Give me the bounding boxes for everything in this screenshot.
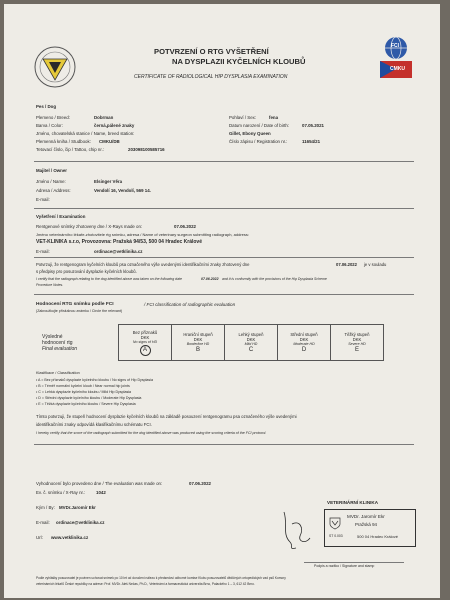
clinic-stamp <box>324 509 416 547</box>
studbook-value: CMKU/DB <box>99 139 120 144</box>
circle-note: (Zakroužkujte příslušnou známku / Circle the relevant) <box>36 309 123 313</box>
evaluation-title-en: / FCI classification of radiographic evaluation <box>144 302 236 307</box>
grade-cell-a[interactable]: Bez příznaků DKK No signs of HD A <box>119 325 172 361</box>
classification-item: • E = Těžká dysplazie kyčelního kloubu / Severe Hip Dysplasia <box>36 402 136 406</box>
signature-caption: Podpis a razítko / Signature and stamp <box>314 564 375 568</box>
grade-cell-c[interactable]: Lehký stupeň DKK Mild HD C <box>225 325 278 361</box>
certify-en: I hereby certify that the score of the radiograph submitted for the dog identified above was produced using the scoring criteria of the FCI protocol. <box>36 431 267 435</box>
classification-item: • B = Téměř normální kyčelní kloub / Near normal hip joints <box>36 384 130 388</box>
sex-label: Pohlaví / Sex: <box>229 115 257 120</box>
color-label: Barva / Color: <box>36 123 63 128</box>
footer-email-label: E-mail: <box>36 520 50 525</box>
classification-item: • C = Lehká dysplazie kyčelního kloubu / Mild Hip Dysplasia <box>36 390 132 394</box>
exam-section-heading: Vyšetření / Examination <box>36 214 86 219</box>
breed-label: Plemeno / Breed: <box>36 115 70 120</box>
fci-cmku-logo <box>376 34 416 80</box>
dob-label: Datum narození / Date of birth: <box>229 123 290 128</box>
classification-item: • A = Bez příznaků dysplazie kyčelního kloubu / No signs of Hip Dysplasia <box>36 378 154 382</box>
dog-section-heading: Pes / Dog <box>36 104 57 109</box>
grade-cell-d[interactable]: Střední stupeň DKK Moderate HD D <box>278 325 331 361</box>
owner-name-value: Elsinger Věra <box>94 179 123 184</box>
owner-name-label: Jméno / Name: <box>36 179 66 184</box>
divider <box>34 208 414 209</box>
stamp-line-1: MVDr. Jaromír Ekr <box>347 514 385 519</box>
breed-value: Dobrman <box>94 115 114 120</box>
vet-email-label: E-mail: <box>36 249 50 254</box>
final-evaluation-label: Výsledné hodnocení rtg Final evaluation <box>42 333 78 352</box>
owner-address-value: Vendolí 16, Vendolí, 569 14. <box>94 188 151 193</box>
xray-date-value: 07.06.2022 <box>174 224 196 229</box>
stamp-line-3: 500 04 Hradec Králové <box>357 534 398 539</box>
footer-email-value: ordinace@vetklinika.cz <box>56 520 105 525</box>
color-value: černá,pálené znaky <box>94 123 135 128</box>
divider <box>34 444 414 445</box>
confirm-en-date: 07.06.2022 <box>201 277 219 281</box>
stamp-title: VETERINÁRNÍ KLINIKA <box>327 500 379 505</box>
confirm-en-2: and it is conformity with the provisions of the Hip Dysplasia Scheme <box>222 277 327 281</box>
chip-value: 203098100585716 <box>128 147 165 152</box>
reg-value: 11654/21 <box>302 139 321 144</box>
xray-nr-value: 1042 <box>96 490 106 495</box>
grade-table <box>36 324 384 361</box>
eval-date-label: Vyhodnocení bylo provedeno dne / The evaluation was made on: <box>36 481 163 486</box>
vet-value: VET-KLINIKA s.r.o, Provozovna: Pražská 94/53, 500 04 Hradec Králové <box>36 239 202 245</box>
stamp-line-2: Pražská 94 <box>355 522 377 527</box>
title-line-1: POTVRZENÍ O RTG VYŠETŘENÍ <box>154 47 269 56</box>
certificate-sheet <box>4 4 440 598</box>
xray-nr-label: Ev. č. snímku / X-Ray nr.: <box>36 490 86 495</box>
url-value: www.vetklinika.cz <box>51 535 89 540</box>
certify-cz-2: identifikačními znaky odpovídá klasifikačnímu schématu FCI. <box>36 422 152 427</box>
fci-text: FCI <box>391 43 400 49</box>
selected-grade-circle: A <box>140 345 151 356</box>
owner-address-label: Adresa / Address: <box>36 188 71 193</box>
chip-label: Tetovací číslo, čip / Tattoo, chip nr.: <box>36 147 105 152</box>
vet-label: Jméno veterinárního lékaře-zhotovitele rtg snímku, adresa / Name of veterinary surgeon submitting radiograph, address: <box>36 232 249 237</box>
stamp-prefix: ST 0.003 <box>329 534 343 538</box>
classification-item: • D = Střední dysplazie kyčelního kloubu / Moderate Hip Dysplasia <box>36 396 142 400</box>
by-label: Kým / By: <box>36 505 55 510</box>
divider <box>34 257 414 258</box>
dog-name-label: Jméno, chovatelská stanice / Name, breed station: <box>36 131 135 136</box>
divider <box>34 294 414 295</box>
owner-section-heading: Majitel / Owner <box>36 168 67 173</box>
dog-name-value: Gillet, Ebony Queen <box>229 131 271 136</box>
club-logo-icon <box>32 44 78 90</box>
signature-line <box>304 562 404 563</box>
grade-cell-e[interactable]: Těžký stupeň DKK Severe HD E <box>331 325 384 361</box>
xray-date-label: Rentgenové snímky zhotoveny dne / X-Rays made on: <box>36 224 143 229</box>
evaluation-title: Hodnocení RTG snímku podle FCI <box>36 302 114 307</box>
sex-value: fena <box>269 115 279 120</box>
by-value: MVDr.Jaromír Ekr <box>59 505 96 510</box>
title-line-2: NA DYSPLAZII KYČELNÍCH KLOUBŮ <box>172 57 306 66</box>
footer-note-2: veterinárních lékařů České republiky na adrese: Prof. MVDr. Aleš Nečas, Ph.D., Veterinární a farmaceutická univerzita Brno, Palackého 1 – 3, 612 42 Brno. <box>36 582 255 586</box>
cmku-text: CMKU <box>390 66 405 72</box>
url-label: Url: <box>36 535 43 540</box>
studbook-label: Plemenná kniha / Studbook: <box>36 139 91 144</box>
reg-label: Číslo zápisu / Registration nr.: <box>229 139 288 144</box>
signature-icon <box>274 504 322 554</box>
confirm-cz-1: Potvrzuji, že rentgenogram kyčelních kloubů psa označeného výše uvedenými identifikačními znaky zhotovený dne <box>36 262 250 267</box>
confirm-cz-date: 07.06.2022 <box>336 262 357 267</box>
confirm-en-1: I certify that the radiograph relating to the dog identified above was taken on the following date <box>36 277 182 281</box>
confirm-cz-3: s předpisy pro posuzování dysplazie kyčelních kloubů. <box>36 269 137 274</box>
grade-cell-b[interactable]: Hraniční stupeň DKK Borderline HD B <box>172 325 225 361</box>
confirm-en-3: Procedure Notes. <box>36 283 64 287</box>
dob-value: 07.05.2021 <box>302 123 324 128</box>
eval-date-value: 07.06.2022 <box>189 481 211 486</box>
classification-heading: Klasifikace / Classification <box>36 371 80 375</box>
footer-note-1: Podle vyhlášky posuzovatel je povinen uchovat snímek po 10 let od doručení nálezu k předsedovi odborné komise Klubu posuzovatelů dědičných ortopedických vad psů Komory <box>36 576 286 580</box>
owner-email-label: E-mail: <box>36 197 50 202</box>
certify-cz-1: Tímto potvrzuji, že stupeň hodnocení dysplazie kyčelních kloubů na základě posouzení rentgenogramu psa označeného výše uvedenými <box>36 414 297 419</box>
stamp-emblem-icon <box>328 516 342 530</box>
confirm-cz-2: je v souladu <box>364 262 387 267</box>
divider <box>34 161 414 162</box>
subtitle: CERTIFICATE OF RADIOLOGICAL HIP DYSPLASIA EXAMINATION <box>134 74 288 80</box>
vet-email-value: ordinace@vetklinika.cz <box>94 249 143 254</box>
fci-globe-icon <box>376 34 416 80</box>
